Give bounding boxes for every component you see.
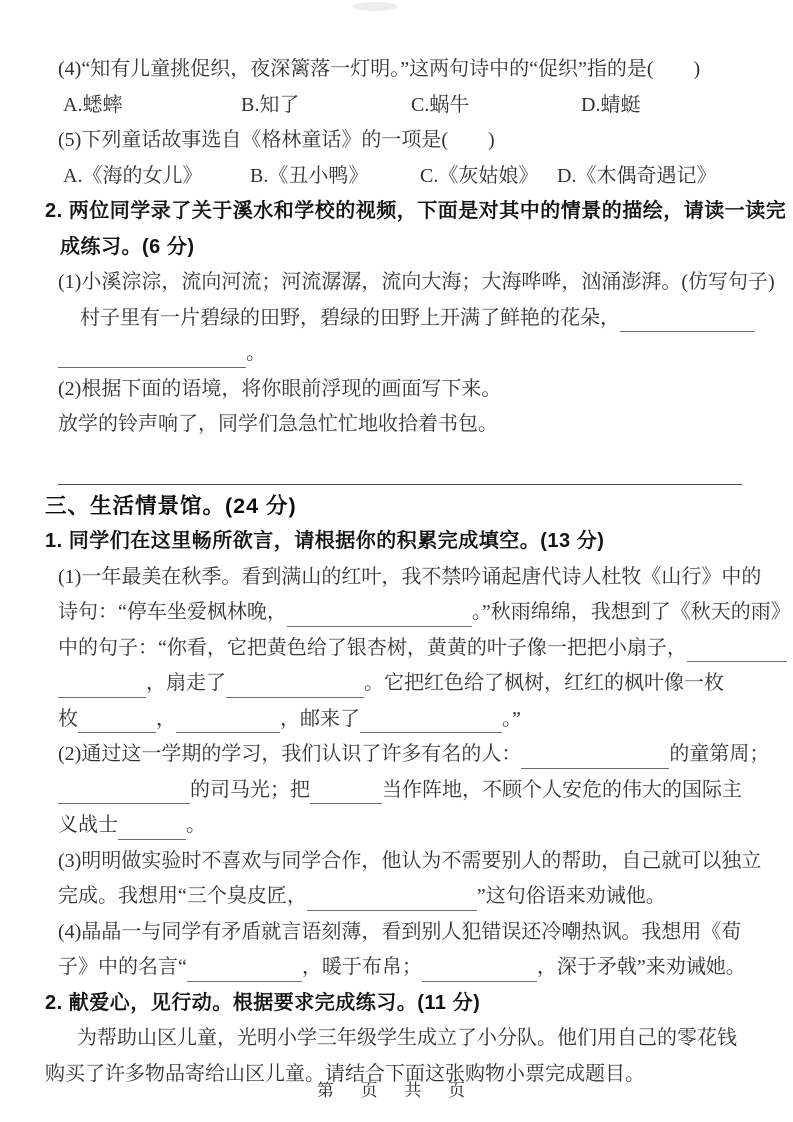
option-C: C.蜗牛 [411, 93, 470, 116]
answer-blank[interactable] [310, 781, 382, 804]
text-run: 。 [186, 814, 206, 836]
q2-1-text [45, 265, 775, 301]
q2-1-sentence [45, 301, 753, 337]
text-run: 枚 [58, 707, 78, 730]
text-run: 三、生活情景馆。(24 分) [45, 493, 297, 518]
text-run: 当作阵地，不顾个人安危的伟大的国际主 [382, 778, 742, 801]
text-run: ，深于矛戟”来劝诫她。 [536, 956, 746, 978]
s3q1-2-line2 [45, 773, 753, 809]
text-run: 的童第周； [669, 743, 770, 765]
option-B: B.知了 [241, 93, 300, 116]
text-run: (5)下列童话故事选自《格林童话》的一项是( ) [58, 129, 495, 151]
text-run: 成练习。(6 分) [60, 235, 195, 258]
q-4-options [45, 88, 753, 124]
text-run: 1. 同学们在这里畅所欲言，请根据你的积累完成填空。(13 分) [45, 530, 605, 552]
text-run: 放学的铃声响了，同学们急急忙忙地收拾着书包。 [58, 413, 498, 435]
s3q2-stem [45, 986, 753, 1022]
option-A: A.《海的女儿》 [63, 164, 203, 187]
answer-blank[interactable] [307, 888, 477, 911]
option-B: B.《丑小鸭》 [250, 164, 369, 187]
answer-line[interactable] [58, 471, 742, 485]
q2-stem-line2 [45, 230, 753, 266]
exam-content [45, 52, 791, 1092]
text-run: 。”秋雨绵绵，我想到了《秋天的雨》 [471, 601, 791, 623]
q-4-text [45, 52, 753, 88]
answer-blank[interactable] [118, 817, 186, 840]
text-run: 诗句：“停车坐爱枫林晚， [58, 601, 287, 623]
page-footer: 第 页 共 页 [316, 1081, 477, 1100]
answer-blank[interactable] [360, 710, 502, 733]
answer-blank[interactable] [521, 746, 669, 769]
text-run: 。它把红色给了枫树，红红的枫叶像一枚 [364, 672, 724, 694]
q-5-options [45, 159, 753, 195]
text-run: (2)根据下面的语境，将你眼前浮现的画面写下来。 [58, 377, 502, 400]
text-run: 村子里有一片碧绿的田野，碧绿的田野上开满了鲜艳的花朵， [80, 306, 620, 329]
s3q1-1-line4 [45, 666, 753, 702]
text-run: 子》中的名言“ [58, 956, 187, 978]
text-run: (4)晶晶一与同学有矛盾就言语刻薄，看到别人犯错误还冷嘲热讽。我想用《荀 [58, 920, 742, 943]
text-run: 2. 献爱心，见行动。根据要求完成练习。(11 分) [45, 991, 481, 1014]
s3q1-3-line1 [45, 844, 762, 880]
answer-blank[interactable] [422, 959, 537, 982]
s3q1-2-line1 [45, 737, 770, 773]
text-run: (1)一年最美在秋季。看到满山的红叶，我不禁吟诵起唐代诗人杜牧《山行》中的 [58, 565, 762, 588]
answer-blank[interactable] [287, 604, 472, 627]
text-run: (4)“知有儿童挑促织，夜深篱落一灯明。”这两句诗中的“促织”指的是( ) [58, 58, 701, 80]
text-run: 中的句子：“你看，它把黄色给了银杏树，黄黄的叶子像一把把小扇子， [58, 636, 687, 659]
s3q1-1-line5 [45, 702, 753, 738]
answer-blank[interactable] [58, 345, 246, 368]
option-D: D.蜻蜓 [581, 93, 641, 116]
option-A: A.蟋蟀 [63, 93, 123, 116]
q2-2-text [45, 372, 753, 408]
option-D: D.《木偶奇遇记》 [557, 164, 717, 187]
section3-heading [45, 489, 753, 525]
text-run: 的司马光；把 [190, 778, 310, 801]
answer-blank[interactable] [78, 710, 156, 733]
text-run: (2)通过这一学期的学习，我们认识了许多有名的人： [58, 743, 522, 765]
text-run: 2. 两位同学录了关于溪水和学校的视频，下面是对其中的情景的描绘，请读一读完 [45, 200, 787, 222]
answer-blank[interactable] [620, 309, 755, 332]
answer-blank[interactable] [226, 675, 364, 698]
text-run: (1)小溪淙淙，流向河流；河流潺潺，流向大海；大海哗哗，汹涌澎湃。(仿写句子) [58, 271, 775, 293]
answer-blank[interactable] [58, 781, 190, 804]
text-run: 购买了许多物品寄给山区儿童。请结合下面这张购物小票完成题目。 [45, 1062, 645, 1085]
text-run: 为帮助山区儿童，光明小学三年级学生成立了小分队。他们用自己的零花钱 [77, 1027, 737, 1049]
text-run: 义战士 [58, 814, 118, 836]
answer-blank[interactable] [687, 639, 787, 662]
text-run: ，暖于布帛； [301, 956, 422, 978]
s3q1-1-line3 [45, 631, 753, 667]
answer-blank[interactable] [187, 959, 302, 982]
s3q1-3-line2 [45, 879, 753, 915]
text-run: ”这句俗语来劝诫他。 [476, 885, 666, 907]
q2-2-context [45, 407, 753, 443]
s3q1-1-line1 [45, 560, 762, 596]
text-run: ， [156, 707, 176, 730]
answer-blank[interactable] [176, 710, 280, 733]
text-run: 完成。我想用“三个臭皮匠， [58, 885, 307, 907]
s3q1-1-line2 [45, 595, 791, 631]
s3q1-4-line2 [45, 950, 753, 986]
text-run: 。” [502, 707, 521, 730]
option-C: C.《灰姑娘》 [420, 164, 539, 187]
text-run: 。 [246, 342, 266, 364]
text-run: ，邮来了 [280, 707, 360, 730]
s3q2-para-line1 [45, 1021, 753, 1057]
s3q1-2-line3 [45, 808, 753, 844]
scan-artifact [352, 2, 398, 11]
answer-blank[interactable] [58, 675, 146, 698]
q2-2-answer-rule [45, 471, 753, 485]
s3q1-stem [45, 524, 753, 560]
text-run: ，扇走了 [146, 672, 226, 694]
q2-1-answer-line [45, 336, 753, 372]
text-run: (3)明明做实验时不喜欢与同学合作，他认为不需要别人的帮助，自己就可以独立 [58, 849, 762, 872]
q-5-text [45, 123, 753, 159]
q2-stem-line1 [45, 194, 787, 230]
s3q1-4-line1 [45, 915, 753, 951]
